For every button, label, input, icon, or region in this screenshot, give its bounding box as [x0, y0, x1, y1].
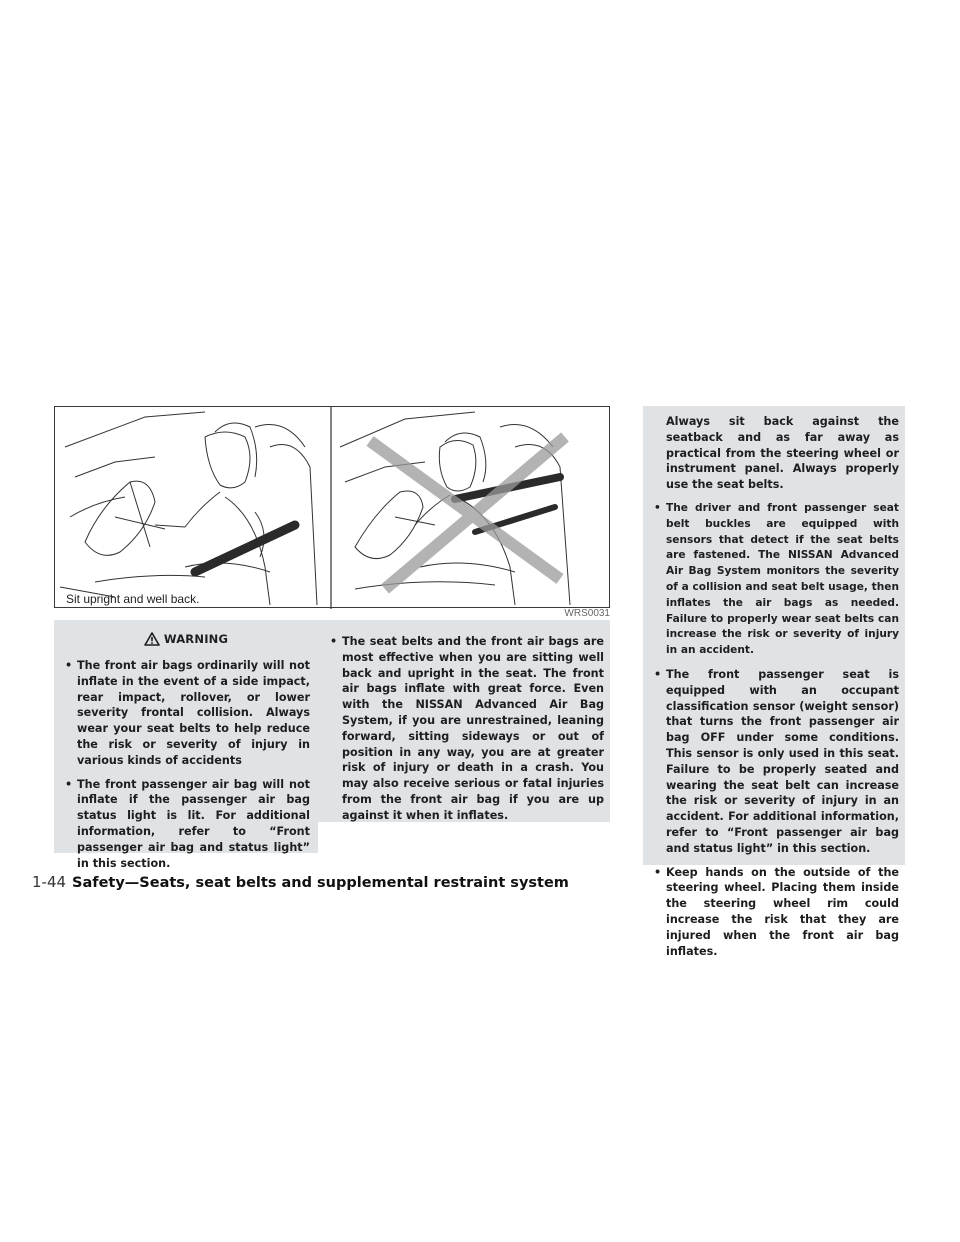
warning-item: • The front air bags ordinarily will not inflate in the event of a side impact, rear impact, rollover, or lower severity frontal collision. Always wear your seat belts to help reduce the risk or severity of injury in various kinds of accidents	[62, 658, 310, 769]
warning-list-2	[327, 634, 604, 824]
warning-list-3	[651, 414, 899, 959]
warning-item: • Keep hands on the outside of the steering wheel. Placing them inside the steering wheel rim could increase the risk that they are injured when the front air bag inflates.	[651, 865, 899, 960]
warning-heading-text: WARNING	[163, 632, 229, 646]
warning-box-column-3	[643, 406, 905, 958]
warning-box-column-2	[317, 620, 610, 822]
warning-heading	[62, 632, 310, 646]
warning-item: • The front passenger air bag will not inflate if the passenger air bag status light is lit. For additional information, refer to “Front passenger air bag and status light” in this section.	[62, 777, 310, 872]
warning-item: • The seat belts and the front air bags are most effective when you are sitting well back and upright in the seat. The front air bags inflate with great force. Even with the NISSAN Advanced Air Bag System, if you are unrestrained, leaning forward, sitting sideways or out of position in any way, you are at greater risk of injury or death in a crash. You may also receive serious or fatal injuries from the front air bag if you are up against it when it inflates.	[327, 634, 604, 824]
figure-code: WRS0031	[564, 608, 610, 619]
warning-item: • The driver and front passenger seat belt buckles are equipped with sensors that detect if the seat belts are fastened. The NISSAN Advanced Air Bag System monitors the severity of a collision and seat belt usage, then inflates the air bags as needed. Failure to properly wear seat belts can increase the risk or severity of injury in an accident.	[651, 501, 899, 659]
seating-illustration	[55, 407, 611, 609]
page-number: 1-44	[32, 873, 67, 891]
warning-continuation: Always sit back against the seatback and as far away as practical from the steering wheel or instrument panel. Always properly use the seat belts.	[666, 415, 899, 492]
section-title: Safety—Seats, seat belts and supplemental restraint system	[72, 875, 569, 891]
page-footer	[32, 873, 569, 891]
illustration-figure	[54, 406, 610, 608]
warning-item: • The front passenger seat is equipped with an occupant classification sensor (weight sensor) that turns the front passenger air bag OFF under some conditions. This sensor is only used in this seat. Failure to be properly seated and wearing the seat belt can increase the risk or severity of injury in an accident. For additional information, refer to “Front passenger air bag and status light” in this section.	[651, 667, 899, 857]
correct-posture-drawing	[60, 412, 317, 605]
warning-box-column-1	[54, 620, 318, 870]
warning-triangle-icon	[144, 632, 160, 646]
warning-list-1	[62, 658, 310, 871]
figure-caption: Sit upright and well back.	[66, 592, 200, 606]
seat-belt-drawing	[195, 525, 295, 572]
